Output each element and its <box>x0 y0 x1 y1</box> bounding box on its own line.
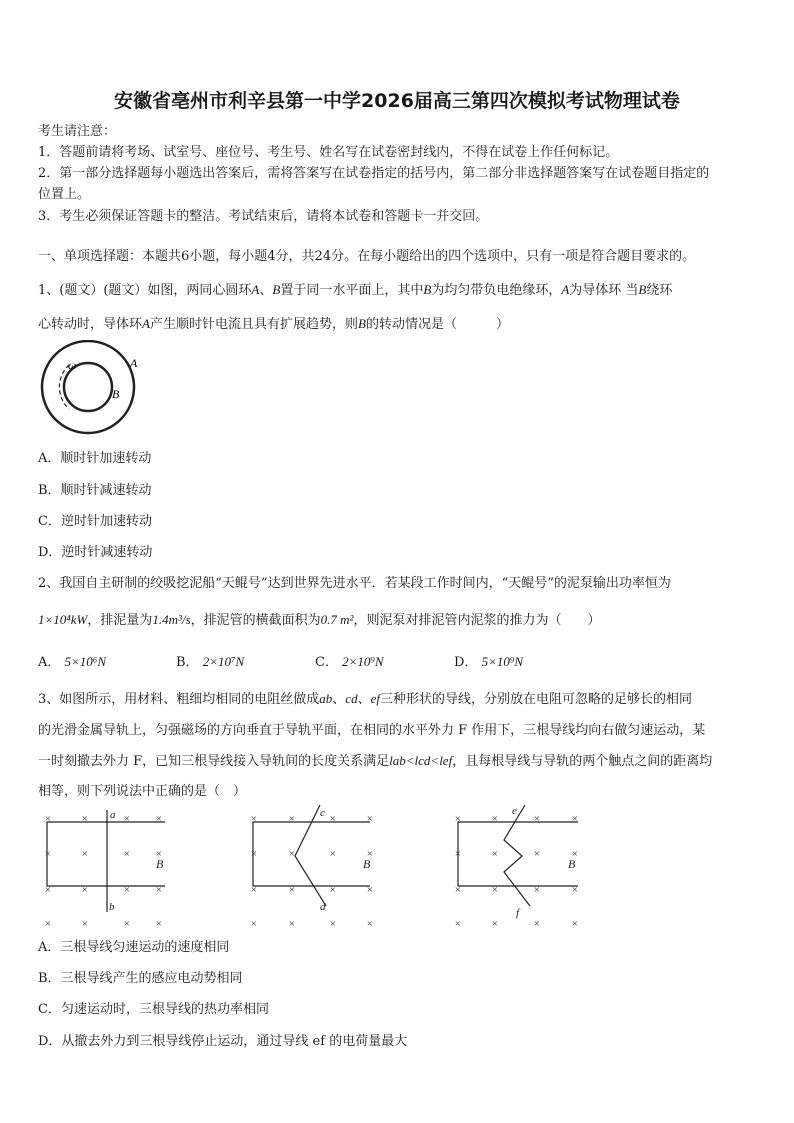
label-c: c <box>320 807 325 819</box>
q1-line1: 1、(题文）(题文）如图，两同心圆环A、B置于同一水平面上，其中B为均匀带负电绝缘环，A为导体环 当B绕环 <box>38 282 673 298</box>
field-x-mark: × <box>329 813 337 825</box>
field-x-mark: × <box>155 884 163 896</box>
field-x-mark: × <box>123 813 131 825</box>
field-x-mark: × <box>491 848 499 860</box>
q3-line3: 一时刻撤去外力 F，已知三根导线接入导轨间的长度关系满足lab<lcd<lef，且每根导线与导轨的两个触点之间的距离均 <box>38 753 713 769</box>
label-e: e <box>512 805 517 817</box>
field-x-mark: × <box>329 884 337 896</box>
field-x-mark: × <box>81 884 89 896</box>
ring-b-label: B <box>112 387 120 401</box>
rails-figure <box>30 800 600 930</box>
field-x-mark: × <box>288 918 296 930</box>
field-x-mark: × <box>533 848 541 860</box>
field-x-mark: × <box>571 813 579 825</box>
q1-option-c[interactable]: C．逆时针加速转动 <box>38 514 152 529</box>
q2-line1: 2、我国自主研制的绞吸挖泥船“天鲲号”达到世界先进水平．若某段工作时间内，“天鲲号”的泥泵输出功率恒为 <box>38 576 671 591</box>
field-x-mark: × <box>250 918 258 930</box>
notice-item-2-cont: 位置上。 <box>38 187 91 202</box>
q3-line4: 相等，则下列说法中正确的是（ ） <box>38 784 247 799</box>
field-x-mark: × <box>329 848 337 860</box>
q3-option-a[interactable]: A．三根导线匀速运动的速度相同 <box>38 940 230 955</box>
field-x-mark: × <box>250 884 258 896</box>
field-x-mark: × <box>250 848 258 860</box>
concentric-rings-figure <box>36 340 146 440</box>
label-f: f <box>516 907 520 919</box>
field-x-mark: × <box>44 918 52 930</box>
q2-option-b[interactable]: B． 2×10⁷N <box>176 654 245 670</box>
q3-line1: 3、如图所示，用材料、粗细均相同的电阻丝做成ab、cd、ef三种形状的导线，分别放在电阻可忽略的足够长的相同 <box>38 691 692 707</box>
notice-item-2: 2．第一部分选择题每小题选出答案后，需将答案写在试卷指定的括号内，第二部分非选择题答案写在试卷题目指定的 <box>38 166 710 181</box>
rail-3 <box>458 822 578 886</box>
q3-option-c[interactable]: C．匀速运动时，三根导线的热功率相同 <box>38 1002 269 1017</box>
field-x-mark: × <box>329 918 337 930</box>
q1-option-b[interactable]: B．顺时针减速转动 <box>38 483 152 498</box>
notice-heading: 考生请注意： <box>38 124 117 139</box>
q3-option-b[interactable]: B．三根导线产生的感应电动势相同 <box>38 971 243 986</box>
field-x-mark: × <box>123 884 131 896</box>
field-x-mark: × <box>366 848 374 860</box>
field-x-mark: × <box>123 848 131 860</box>
field-x-mark: × <box>155 918 163 930</box>
field-x-mark: × <box>250 813 258 825</box>
field-x-mark: × <box>81 813 89 825</box>
field-x-mark: × <box>44 813 52 825</box>
rail-2 <box>253 822 370 886</box>
field-x-mark: × <box>454 918 462 930</box>
q2-option-c[interactable]: C． 2×10⁹N <box>315 654 384 670</box>
ring-a <box>42 341 134 433</box>
label-d: d <box>320 901 326 913</box>
field-x-mark: × <box>81 848 89 860</box>
field-x-mark: × <box>571 884 579 896</box>
wire-cd <box>295 805 326 906</box>
field-x-mark: × <box>44 848 52 860</box>
q3-option-d[interactable]: D．从撤去外力到三根导线停止运动，通过导线 ef 的电荷量最大 <box>38 1034 408 1049</box>
label-B-1: B <box>156 857 164 871</box>
q1-option-d[interactable]: D．逆时针减速转动 <box>38 545 153 560</box>
field-x-mark: × <box>491 813 499 825</box>
label-B-2: B <box>363 857 371 871</box>
omega-label: ω <box>68 358 77 372</box>
ring-a-label: A <box>130 356 138 370</box>
field-x-mark: × <box>44 884 52 896</box>
field-x-mark: × <box>155 848 163 860</box>
rail-1 <box>47 822 165 886</box>
field-x-mark: × <box>571 848 579 860</box>
field-x-mark: × <box>288 813 296 825</box>
field-x-mark: × <box>454 848 462 860</box>
field-x-mark: × <box>533 918 541 930</box>
field-x-mark: × <box>366 813 374 825</box>
label-b: b <box>109 901 115 913</box>
q1-option-a[interactable]: A．顺时针加速转动 <box>38 451 152 466</box>
notice-item-3: 3．考生必须保证答题卡的整洁。考试结束后，请将本试卷和答题卡一并交回。 <box>38 209 489 224</box>
q2-option-d[interactable]: D． 5×10⁹N <box>454 654 524 670</box>
wire-ef <box>504 805 530 906</box>
page-title: 安徽省亳州市利辛县第一中学2026届高三第四次模拟考试物理试卷 <box>114 90 680 112</box>
field-x-mark: × <box>491 918 499 930</box>
label-a: a <box>110 809 116 821</box>
section-heading: 一、单项选择题：本题共6小题，每小题4分，共24分。在每小题给出的四个选项中，只有一项是符合题目要求的。 <box>38 249 696 264</box>
field-x-mark: × <box>288 848 296 860</box>
field-x-mark: × <box>491 884 499 896</box>
field-x-mark: × <box>366 918 374 930</box>
field-x-mark: × <box>155 813 163 825</box>
field-x-mark: × <box>123 918 131 930</box>
notice-item-1: 1．答题前请将考场、试室号、座位号、考生号、姓名写在试卷密封线内，不得在试卷上作任何标记。 <box>38 145 619 160</box>
q2-line2: 1×10⁴kW，排泥量为1.4m³/s，排泥管的横截面积为0.7 m²，则泥泵对排泥管内泥浆的推力为（ ） <box>38 612 601 628</box>
field-x-mark: × <box>454 884 462 896</box>
q3-line2: 的光滑金属导轨上，匀强磁场的方向垂直于导轨平面，在相同的水平外力 F 作用下，三根导线均向右做匀速运动，某 <box>38 723 706 738</box>
field-x-mark: × <box>571 918 579 930</box>
q2-option-a[interactable]: A． 5×10⁶N <box>38 654 106 670</box>
q1-line2: 心转动时，导体环A产生顺时针电流且具有扩展趋势，则B的转动情况是（ ） <box>38 316 509 332</box>
field-x-mark: × <box>533 884 541 896</box>
field-x-mark: × <box>366 884 374 896</box>
field-x-mark: × <box>454 813 462 825</box>
field-x-mark: × <box>288 884 296 896</box>
label-B-3: B <box>568 857 576 871</box>
field-x-mark: × <box>81 918 89 930</box>
field-x-mark: × <box>533 813 541 825</box>
